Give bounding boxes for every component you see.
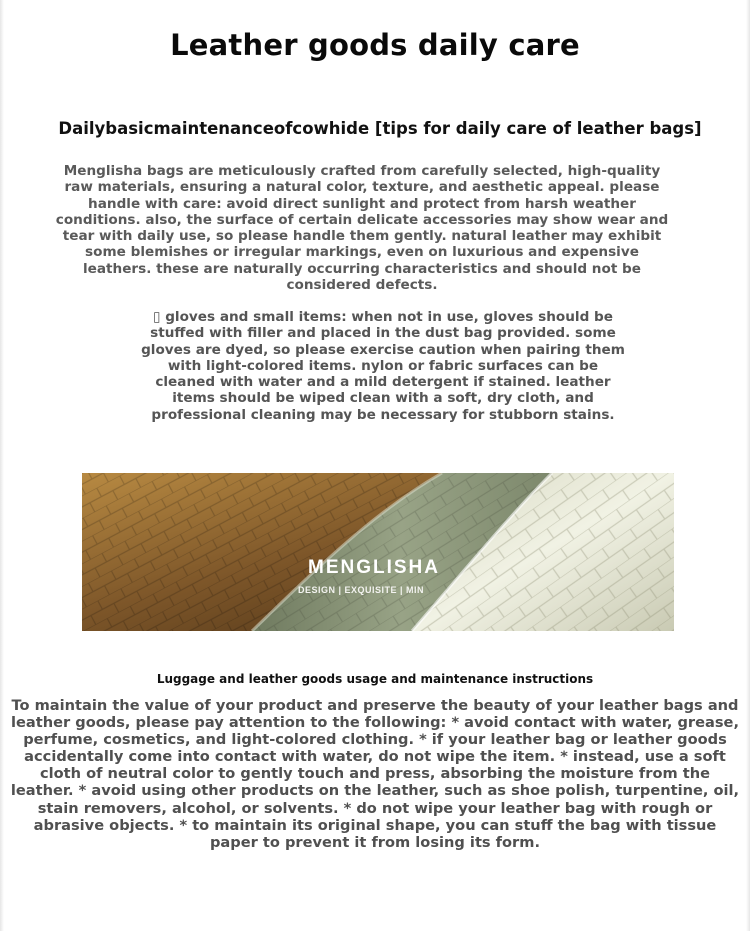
brand-banner-image bbox=[82, 473, 674, 631]
intro-paragraph: Menglisha bags are meticulously crafted from carefully selected, high-quality raw materials, ensuring a natural color, texture, and aesthetic appeal. please handle with care: avoid direct sunlight and protect from harsh weather conditions. also, the surface of certain delicate accessories may show wear and tear with daily use, so please handle them gently. natural leather may exhibit some blemishes or irregular markings, even on luxurious and expensive leathers. these are naturally occurring characteristics and should not be considered defects. bbox=[55, 163, 669, 294]
instructions-paragraph: To maintain the value of your product and preserve the beauty of your leather bags and leather goods, please pay attention to the following: * avoid contact with water, grease, perfume, cosmetics, and light-colored clothing. * if your leather bag or leather goods accidentally come into contact with water, do not wipe the item. * instead, use a soft cloth of neutral color to gently touch and press, absorbing the moisture from the leather. * avoid using other products on the leather, such as shoe polish, turpentine, oil, stain removers, alcohol, or solvents. * do not wipe your leather bag with rough or abrasive objects. * to maintain its original shape, you can stuff the bag with tissue paper to prevent it from losing its form. bbox=[10, 697, 740, 851]
section-subtitle: Dailybasicmaintenanceofcowhide [tips for daily care of leather bags] bbox=[58, 119, 702, 138]
banner-brand-text: MENGLISHA bbox=[308, 557, 440, 578]
instructions-heading: Luggage and leather goods usage and maintenance instructions bbox=[156, 672, 594, 686]
gloves-paragraph: ▯ gloves and small items: when not in use, gloves should be stuffed with filler and placed in the dust bag provided. some gloves are dyed, so please exercise caution when pairing them with light-colored items. nylon or fabric surfaces can be cleaned with water and a mild detergent if stained. leather items should be wiped clean with a soft, dry cloth, and professional cleaning may be necessary for stubborn stains. bbox=[141, 309, 625, 423]
banner-tagline-text: DESIGN | EXQUISITE | MIN bbox=[298, 585, 425, 595]
page-edge-left bbox=[0, 0, 4, 931]
leather-texture-image bbox=[82, 473, 674, 631]
page-title: Leather goods daily care bbox=[170, 28, 580, 62]
page-edge-right bbox=[746, 0, 750, 931]
